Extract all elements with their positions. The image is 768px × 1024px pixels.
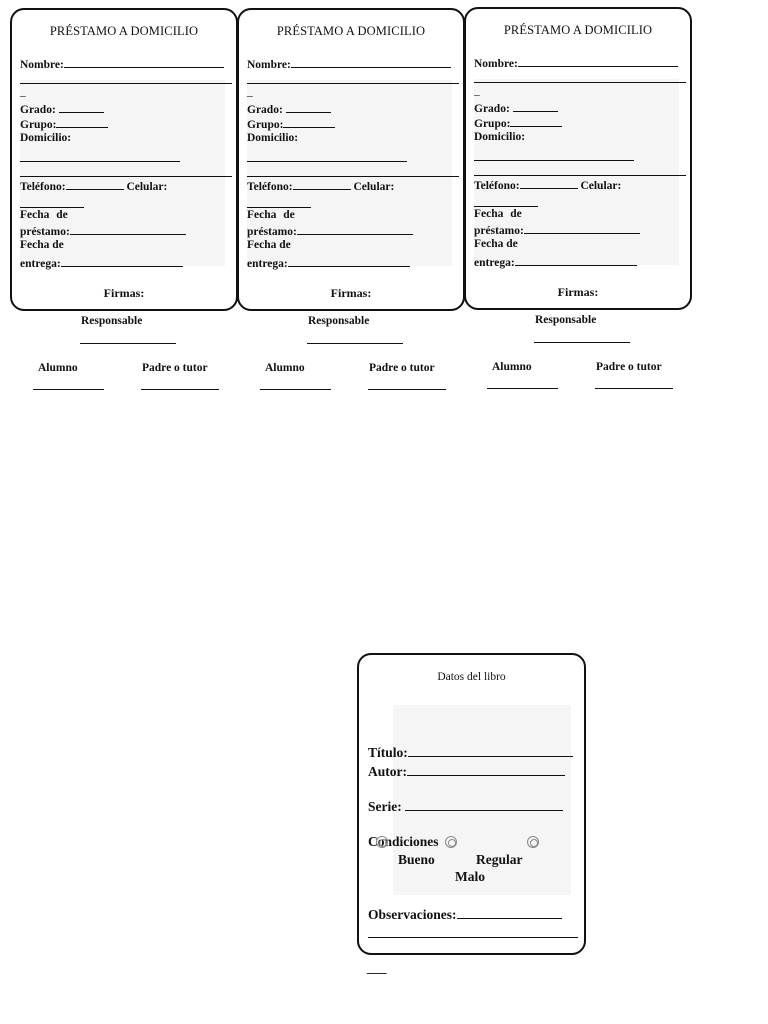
book-card-title: Datos del libro xyxy=(437,671,506,683)
padre-tutor-signature-line[interactable] xyxy=(595,388,673,389)
alumno-signature-line[interactable] xyxy=(487,388,558,389)
domicilio-line-1[interactable] xyxy=(474,160,634,161)
entrega-field[interactable]: entrega: xyxy=(474,255,637,269)
domicilio-label: Domicilio: xyxy=(247,132,299,144)
padre-tutor-label: Padre o tutor xyxy=(369,362,435,374)
responsable-signature-line[interactable] xyxy=(534,342,630,343)
card-title: PRÉSTAMO A DOMICILIO xyxy=(503,23,653,37)
responsable-signature-line[interactable] xyxy=(80,343,176,344)
nombre-line-2 xyxy=(474,82,686,83)
radio-regular[interactable] xyxy=(445,836,457,848)
firmas-label: Firmas: xyxy=(557,285,599,299)
prestamo-field[interactable]: préstamo: xyxy=(474,223,640,237)
titulo-field[interactable]: Título: xyxy=(368,743,573,761)
grado-field[interactable]: Grado: xyxy=(20,102,104,116)
book-data-card xyxy=(357,653,586,955)
loan-card-3 xyxy=(464,7,692,310)
fecha-entrega-label: Fecha de xyxy=(20,239,64,251)
celular-line[interactable] xyxy=(474,206,538,207)
bueno-label: Bueno xyxy=(398,852,435,867)
telefono-field[interactable]: Teléfono: Celular: xyxy=(20,181,168,193)
nombre-line-2 xyxy=(20,83,232,84)
celular-line[interactable] xyxy=(247,207,311,208)
fecha-entrega-label: Fecha de xyxy=(247,239,291,251)
grado-field[interactable]: Grado: xyxy=(474,101,558,115)
telefono-field[interactable]: Teléfono: Celular: xyxy=(474,180,622,192)
domicilio-line-1[interactable] xyxy=(20,161,180,162)
alumno-signature-line[interactable] xyxy=(260,389,331,390)
domicilio-label: Domicilio: xyxy=(20,132,72,144)
responsable-label: Responsable xyxy=(81,315,143,327)
entrega-field[interactable]: entrega: xyxy=(247,256,410,270)
underscore: _ xyxy=(20,86,26,98)
entrega-field[interactable]: entrega: xyxy=(20,256,183,270)
radio-bueno[interactable] xyxy=(376,836,388,848)
condiciones-label: Condiciones xyxy=(368,834,439,849)
nombre-line-2 xyxy=(247,83,459,84)
nombre-field[interactable]: Nombre: xyxy=(20,57,224,71)
observaciones-line-2[interactable] xyxy=(368,937,578,938)
fecha-prestamo-label: Fecha de xyxy=(474,208,522,220)
serie-field[interactable]: Serie: xyxy=(368,797,563,815)
fecha-prestamo-label: Fecha de xyxy=(20,209,68,221)
observaciones-trailing: ___ xyxy=(367,960,387,975)
underscore: _ xyxy=(474,85,480,97)
domicilio-line-2[interactable] xyxy=(474,175,686,176)
padre-tutor-label: Padre o tutor xyxy=(596,361,662,373)
padre-tutor-label: Padre o tutor xyxy=(142,362,208,374)
domicilio-line-2[interactable] xyxy=(20,176,232,177)
firmas-label: Firmas: xyxy=(330,286,372,300)
prestamo-field[interactable]: préstamo: xyxy=(247,224,413,238)
loan-card-2 xyxy=(237,8,465,311)
domicilio-label: Domicilio: xyxy=(474,131,526,143)
loan-card-1 xyxy=(10,8,238,311)
nombre-field[interactable]: Nombre: xyxy=(247,57,451,71)
alumno-label: Alumno xyxy=(265,362,305,374)
radio-malo[interactable] xyxy=(527,836,539,848)
card-title: PRÉSTAMO A DOMICILIO xyxy=(276,24,426,38)
observaciones-field[interactable]: Observaciones: xyxy=(368,905,562,923)
malo-label: Malo xyxy=(455,869,485,884)
alumno-label: Alumno xyxy=(38,362,78,374)
responsable-label: Responsable xyxy=(535,314,597,326)
card-title: PRÉSTAMO A DOMICILIO xyxy=(49,24,199,38)
telefono-field[interactable]: Teléfono: Celular: xyxy=(247,181,395,193)
alumno-label: Alumno xyxy=(492,361,532,373)
underscore: _ xyxy=(247,86,253,98)
fecha-prestamo-label: Fecha de xyxy=(247,209,295,221)
responsable-label: Responsable xyxy=(308,315,370,327)
firmas-label: Firmas: xyxy=(103,286,145,300)
domicilio-line-1[interactable] xyxy=(247,161,407,162)
autor-field[interactable]: Autor: xyxy=(368,762,565,780)
alumno-signature-line[interactable] xyxy=(33,389,104,390)
nombre-field[interactable]: Nombre: xyxy=(474,56,678,70)
padre-tutor-signature-line[interactable] xyxy=(368,389,446,390)
domicilio-line-2[interactable] xyxy=(247,176,459,177)
grupo-field[interactable]: Grupo: xyxy=(20,117,108,131)
padre-tutor-signature-line[interactable] xyxy=(141,389,219,390)
responsable-signature-line[interactable] xyxy=(307,343,403,344)
grupo-field[interactable]: Grupo: xyxy=(474,116,562,130)
regular-label: Regular xyxy=(476,852,523,867)
grado-field[interactable]: Grado: xyxy=(247,102,331,116)
prestamo-field[interactable]: préstamo: xyxy=(20,224,186,238)
fecha-entrega-label: Fecha de xyxy=(474,238,518,250)
celular-line[interactable] xyxy=(20,207,84,208)
grupo-field[interactable]: Grupo: xyxy=(247,117,335,131)
